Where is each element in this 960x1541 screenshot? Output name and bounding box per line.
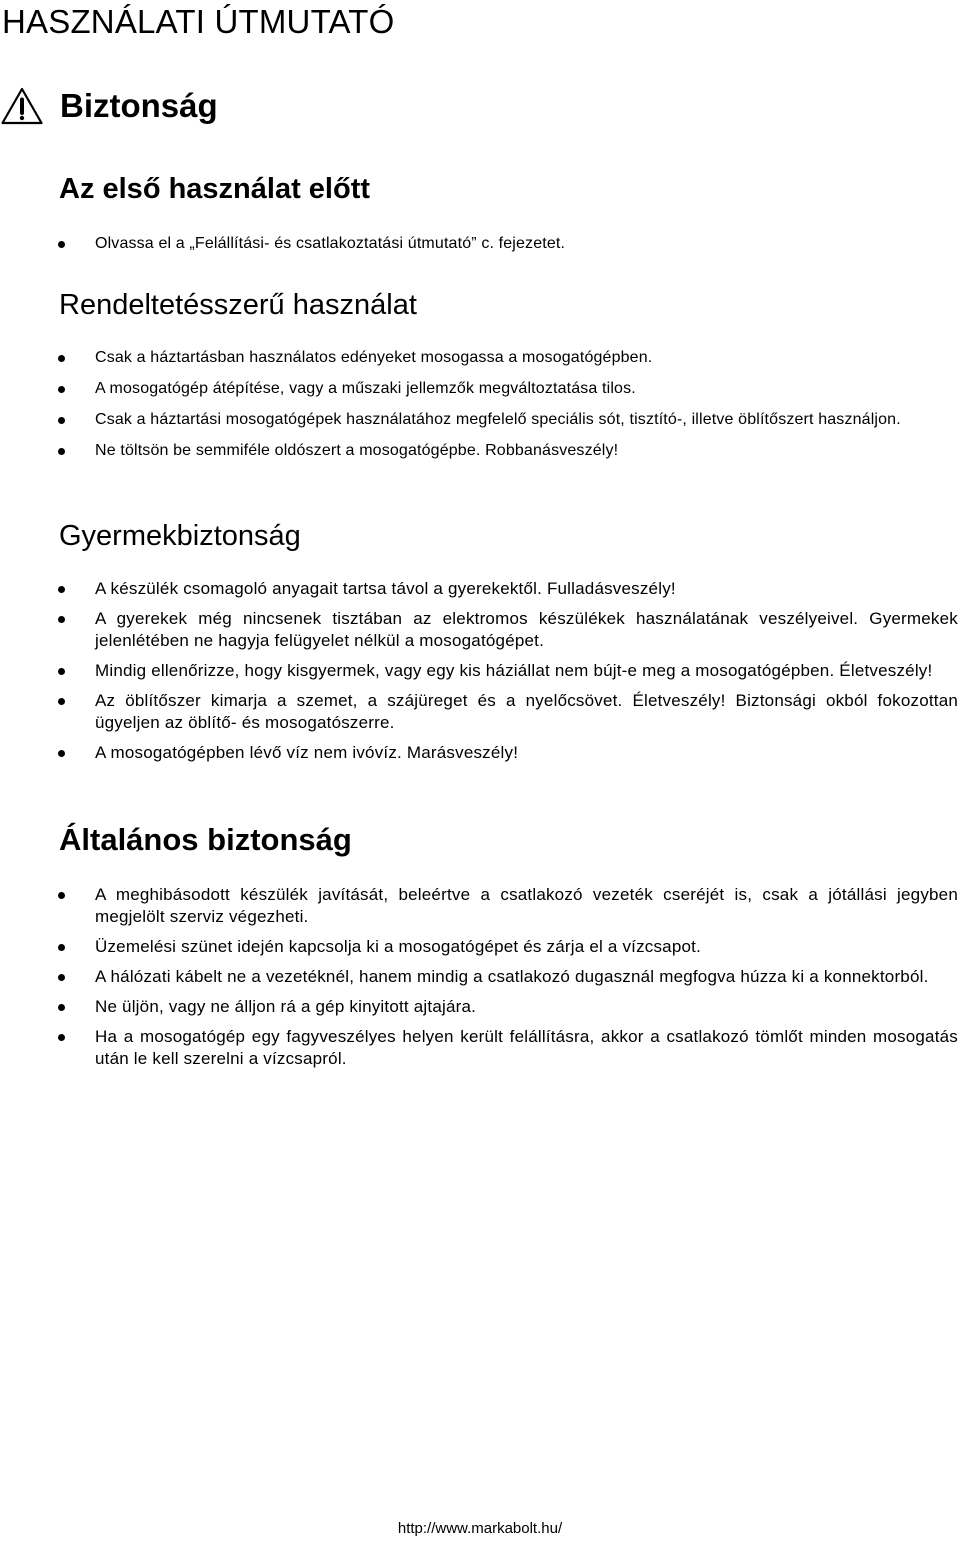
list-item: Mindig ellenőrizze, hogy kisgyermek, vagy egy kis háziállat nem bújt-e meg a mosogatógépben. Életveszély! [0,660,960,682]
list-item: A hálózati kábelt ne a vezetéknél, hanem mindig a csatlakozó dugasznál megfogva húzza ki a konnektorból. [0,966,960,988]
list-item: Ne üljön, vagy ne álljon rá a gép kinyitott ajtajára. [0,996,960,1018]
list-item: A meghibásodott készülék javítását, beleértve a csatlakozó vezeték cseréjét is, csak a jótállási jegyben megjelölt szerviz végezheti. [0,884,960,928]
safety-heading-row [0,84,218,128]
section-title-child-safety: Gyermekbiztonság [59,520,301,552]
warning-triangle-icon [0,86,44,126]
section-title-general-safety: Általános biztonság [59,822,352,857]
general-safety-list [0,884,960,1078]
list-item: A gyerekek még nincsenek tisztában az elektromos készülékek használatának veszélyeivel. Gyermekek jelenlétében ne hagyja felügyelet nélkül a mosogatógépet. [0,608,960,652]
section-title-intended-use: Rendeltetésszerű használat [59,289,417,321]
intended-use-list [0,347,960,471]
list-item: A mosogatógép átépítése, vagy a műszaki jellemzők megváltoztatása tilos. [0,378,960,399]
list-item: A készülék csomagoló anyagait tartsa távol a gyerekektől. Fulladásveszély! [0,578,960,600]
list-item: Üzemelési szünet idején kapcsolja ki a mosogatógépet és zárja el a vízcsapot. [0,936,960,958]
child-safety-list [0,578,960,772]
list-item: Ne töltsön be semmiféle oldószert a mosogatógépbe. Robbanásveszély! [0,440,960,461]
footer-url: http://www.markabolt.hu/ [397,1520,563,1537]
list-item: A mosogatógépben lévő víz nem ivóvíz. Marásveszély! [0,742,960,764]
document-title: HASZNÁLATI ÚTMUTATÓ [2,3,395,40]
list-item: Az öblítőszer kimarja a szemet, a szájüreget és a nyelőcsövet. Életveszély! Biztonsági okból fokozottan ügyeljen az öblítő- és mosogatószerre. [0,690,960,734]
list-item: Olvassa el a „Felállítási- és csatlakoztatási útmutató” c. fejezetet. [0,233,960,254]
section-title-first-use: Az első használat előtt [59,173,371,205]
list-item: Ha a mosogatógép egy fagyveszélyes helyen került felállításra, akkor a csatlakozó tömlőt minden mosogatás után le kell szerelni a vízcsapról. [0,1026,960,1070]
safety-heading: Biztonság [60,87,218,124]
list-item: Csak a háztartásban használatos edényeket mosogassa a mosogatógépben. [0,347,960,368]
list-item: Csak a háztartási mosogatógépek használatához megfelelő speciális sót, tisztító-, illetve öblítőszert használjon. [0,409,960,430]
first-use-list [0,233,960,264]
